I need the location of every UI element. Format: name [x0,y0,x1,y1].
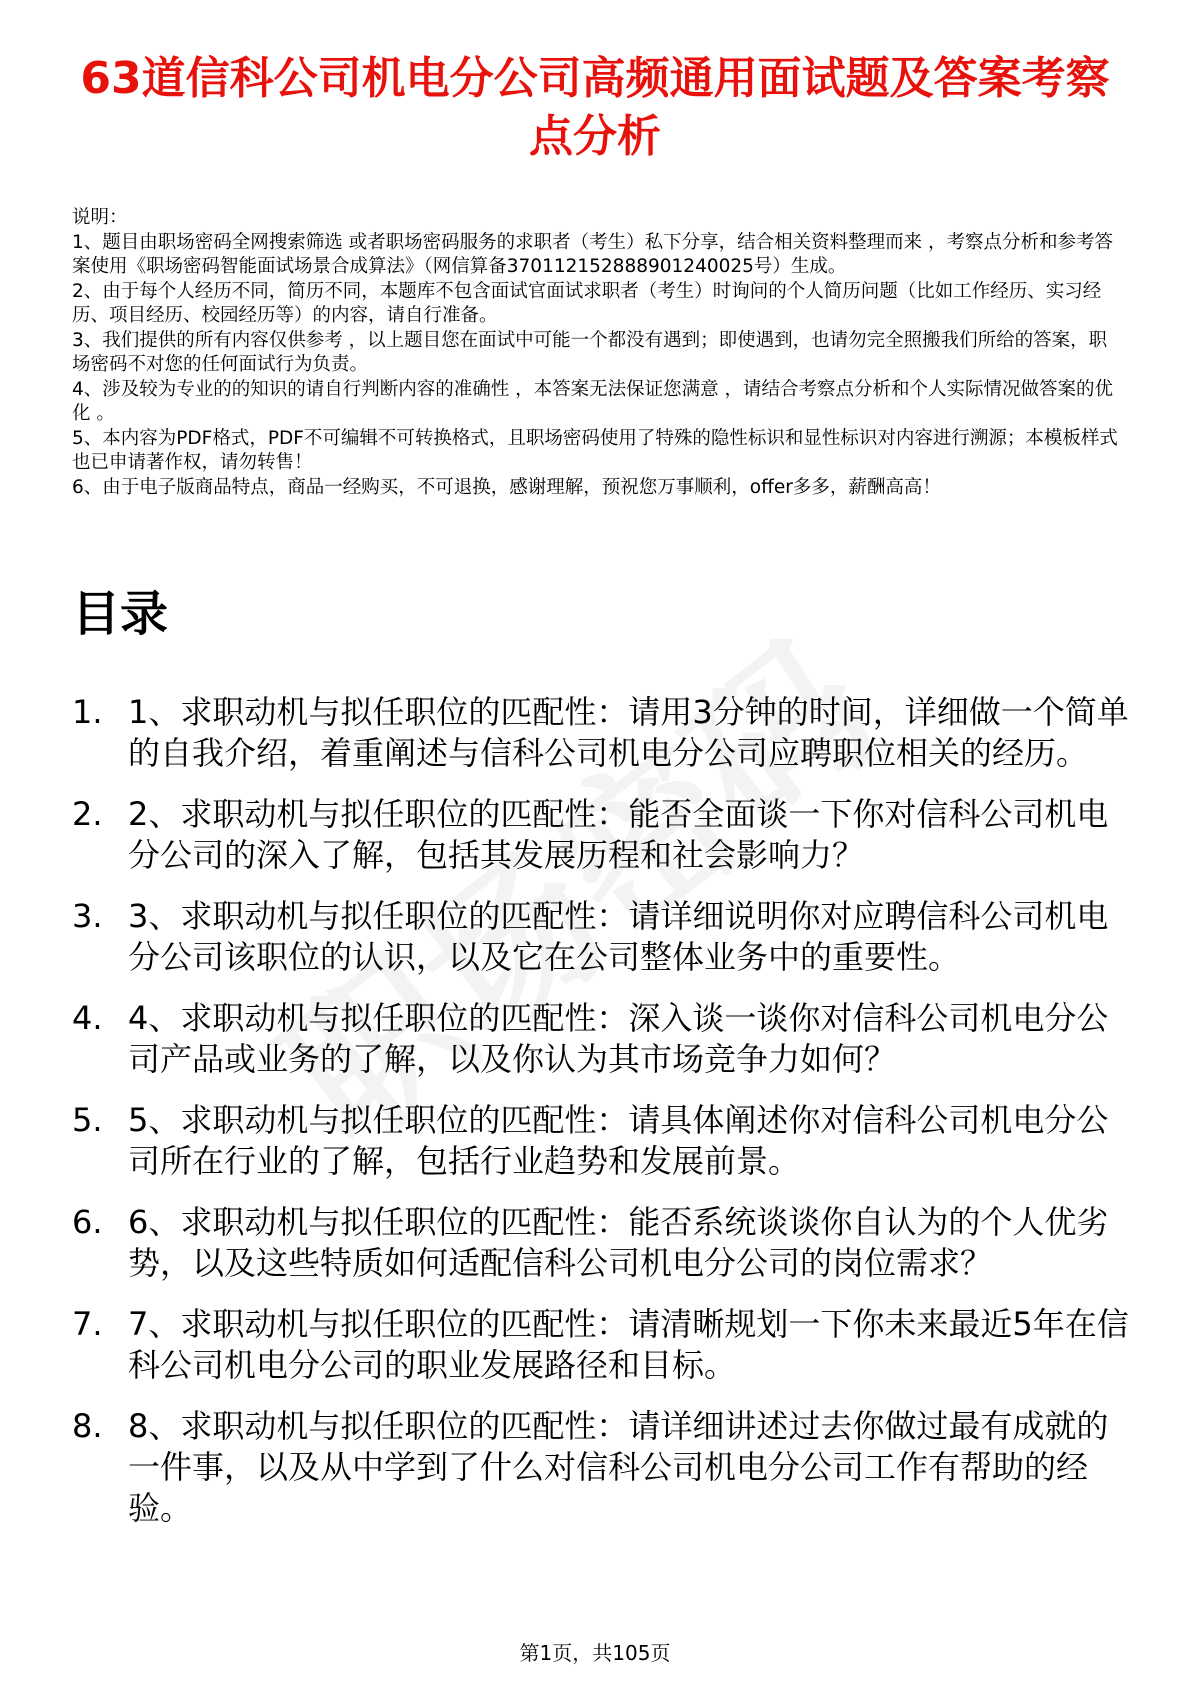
toc-item-number: 7. [72,1305,103,1343]
toc-item-number: 6. [72,1203,103,1241]
note-item: 1、题目由职场密码全网搜索筛选 或者职场密码服务的求职者（考生）私下分享，结合相关资料整理而来 ，考察点分析和参考答案使用《职场密码智能面试场景合成算法》（网信算备370112152888901240025号）生成。 [72,231,1114,277]
toc-item-number: 3. [72,897,103,935]
toc-item[interactable] [72,1304,1132,1386]
toc-item[interactable] [72,794,1132,876]
notes-section [72,206,1122,500]
toc-item[interactable] [72,998,1132,1080]
toc-item[interactable] [72,1406,1132,1529]
toc-item[interactable] [72,896,1132,978]
note-item: 3、我们提供的所有内容仅供参考 ，以上题目您在面试中可能一个都没有遇到；即使遇到，也请勿完全照搬我们所给的答案，职场密码不对您的任何面试行为负责。 [72,329,1108,375]
document-title: 63道信科公司机电分公司高频通用面试题及答案考察点分析 [80,53,1110,162]
toc-item-text: 8、求职动机与拟任职位的匹配性：请详细讲述过去你做过最有成就的一件事，以及从中学到了什么对信科公司机电分公司工作有帮助的经验。 [128,1407,1109,1527]
toc-item[interactable] [72,692,1132,774]
note-item: 4、涉及较为专业的的知识的请自行判断内容的准确性 ，本答案无法保证您满意 ，请结合考察点分析和个人实际情况做答案的优化 。 [72,378,1114,424]
page-footer: 第1页，共105页 [519,1641,671,1665]
table-of-contents [72,692,1132,1549]
notes-heading: 说明： [72,207,128,228]
toc-item-text: 7、求职动机与拟任职位的匹配性：请清晰规划一下你未来最近5年在信科公司机电分公司的职业发展路径和目标。 [128,1305,1129,1384]
toc-item-number: 5. [72,1101,103,1139]
toc-item-text: 5、求职动机与拟任职位的匹配性：请具体阐述你对信科公司机电分公司所在行业的了解，包括行业趋势和发展前景。 [128,1101,1109,1180]
toc-item-number: 1. [72,693,103,731]
toc-heading: 目录 [72,586,169,642]
note-item: 2、由于每个人经历不同，简历不同，本题库不包含面试官面试求职者（考生）时询问的个人简历问题（比如工作经历、实习经历、项目经历、校园经历等）的内容，请自行准备。 [72,280,1102,326]
toc-item-text: 6、求职动机与拟任职位的匹配性：能否系统谈谈你自认为的个人优劣势，以及这些特质如何适配信科公司机电分公司的岗位需求？ [128,1203,1109,1282]
toc-item-number: 4. [72,999,103,1037]
toc-item[interactable] [72,1202,1132,1284]
note-item: 6、由于电子版商品特点，商品一经购买，不可退换，感谢理解，预祝您万事顺利，offer多多，薪酬高高！ [72,476,941,498]
note-item: 5、本内容为PDF格式，PDF不可编辑不可转换格式，且职场密码使用了特殊的隐性标识和显性标识对内容进行溯源；本模板样式也已申请著作权，请勿转售！ [72,427,1118,473]
toc-item-number: 8. [72,1407,103,1445]
toc-item-text: 4、求职动机与拟任职位的匹配性：深入谈一谈你对信科公司机电分公司产品或业务的了解，以及你认为其市场竞争力如何？ [128,999,1109,1078]
toc-item-text: 3、求职动机与拟任职位的匹配性：请详细说明你对应聘信科公司机电分公司该职位的认识，以及它在公司整体业务中的重要性。 [128,897,1109,976]
toc-item-text: 1、求职动机与拟任职位的匹配性：请用3分钟的时间，详细做一个简单的自我介绍，着重阐述与信科公司机电分公司应聘职位相关的经历。 [128,693,1129,772]
toc-item-text: 2、求职动机与拟任职位的匹配性：能否全面谈一下你对信科公司机电分公司的深入了解，包括其发展历程和社会影响力？ [128,795,1109,874]
toc-item[interactable] [72,1100,1132,1182]
toc-item-number: 2. [72,795,103,833]
